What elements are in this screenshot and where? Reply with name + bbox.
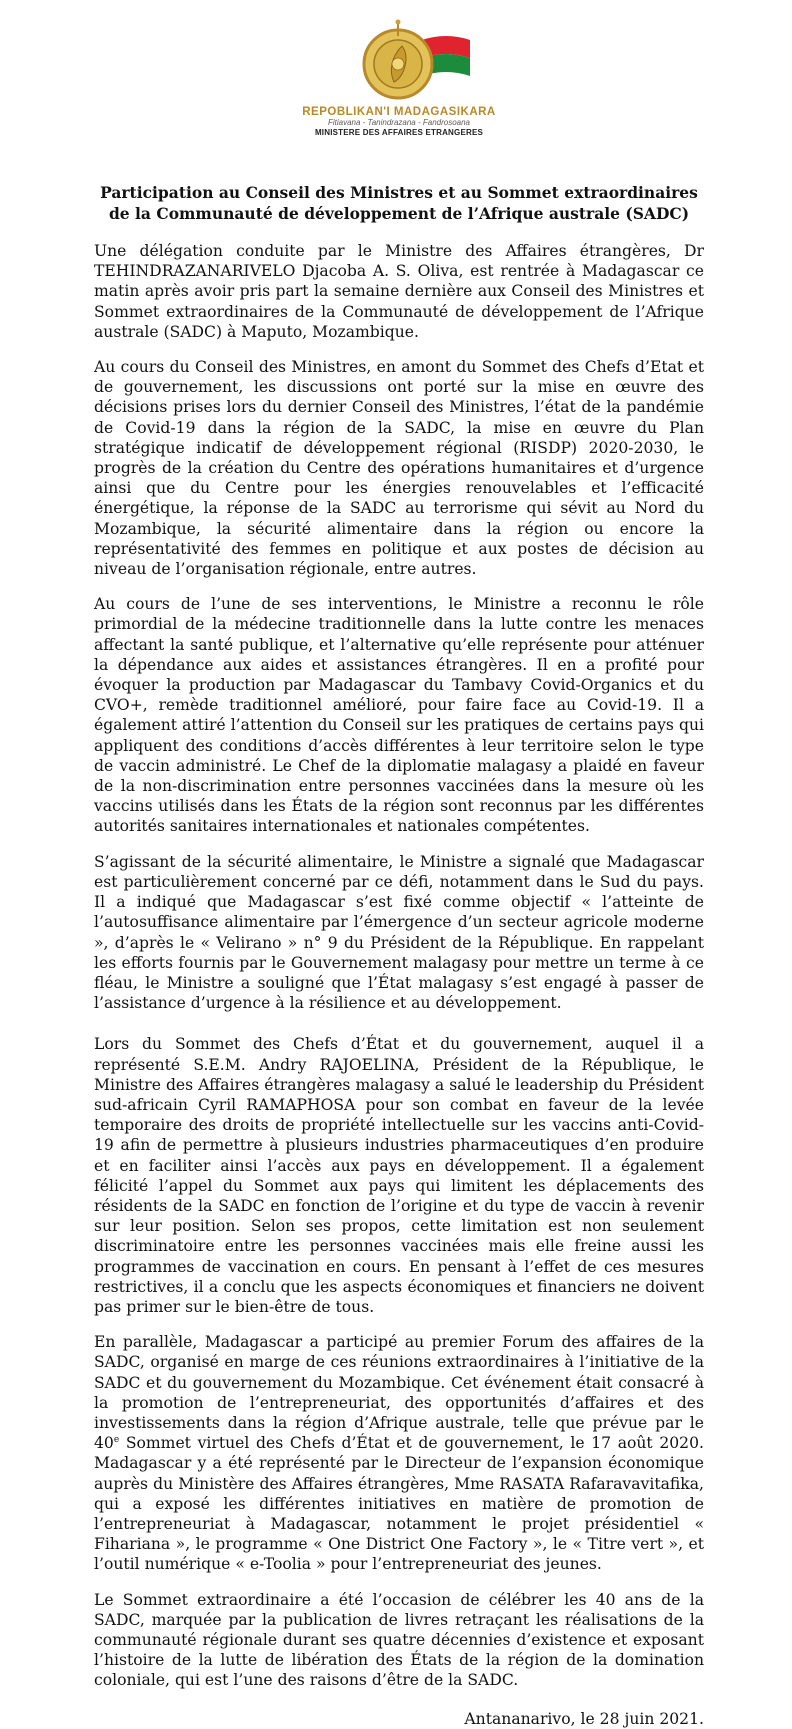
forum-text-start: En parallèle, Madagascar a participé au premier Forum des affaires de la SADC, organisé en marge de ces réunions extraordinaires à l’initiative de la SADC et du gouvernement du Mozambique. Cet événement était consacré à la promotion de l’entrepreneuriat, des opportunités d’affaires et des investissements dans la région d’Afrique australe, telle que prévue par le 40 [94,1333,704,1453]
national-motto: Fitiavana - Tanindrazana - Fandrosoana [327,118,470,127]
ordinal-superscript: e [113,1434,120,1445]
paragraph-food-security: S’agissant de la sécurité alimentaire, le Ministre a signalé que Madagascar est particulièrement concerné par ce défi, notamment dans le Sud du pays. Il a indiqué que Madagascar s’est fixé comme objectif « l’atteinte de l’autosuffisance alimentaire par l’émergence d’un secteur agricole moderne », d’après le « Velirano » n° 9 du Président de la République. En rappelant les efforts fournis par le Gouvernement malagasy pour mettre un terme à ce fléau, le Ministre a souligné que l’État malagasy s’est engagé à passer de l’assistance d’urgence à la résilience et au développement. [94,852,704,1013]
paragraph-delegation: Une délégation conduite par le Ministre des Affaires étrangères, Dr TEHINDRAZANARIVELO Djacoba A. S. Oliva, est rentrée à Madagascar ce matin après avoir pris part la semaine dernière aux Conseil des Ministres et Sommet extraordinaires de la Communauté de développement de l’Afrique australe (SADC) à Maputo, Mozambique. [94,242,704,341]
letterhead-text [94,106,704,137]
paragraph-council: Au cours du Conseil des Ministres, en amont du Sommet des Chefs d’Etat et de gouvernement, les discussions ont porté sur la mise en œuvre des décisions prises lors du dernier Conseil des Ministres, l’état de la pandémie de Covid-19 dans la région de la SADC, la mise en œuvre du Plan stratégique indicatif de développement régional (RISDP) 2020-2030, le progrès de la création du Centre des opérations humanitaires et d’urgence ainsi que du Centre pour les énergies renouvelables et l’efficacité énergétique, la réponse de la SADC au terrorisme qui sévit au Nord du Mozambique, la sécurité alimentaire dans la région ou encore la représentativité des femmes en politique et aux postes de décision au niveau de l’organisation régionale, entre autres. [94,358,704,579]
paragraph-traditional-medicine: Au cours de l’une de ses interventions, le Ministre a reconnu le rôle primordial de la médecine traditionnelle dans la lutte contre les menaces affectant la santé publique, et l’alternative qu’elle représente pour atténuer la dépendance aux aides et assistances étrangères. Il en a profité pour évoquer la production par Madagascar du Tambavy Covid-Organics et du CVO+, remède traditionnel amélioré, pour faire face au Covid-19. Il a également attiré l’attention du Conseil sur les pratiques de certains pays qui appliquent des conditions d’accès différentes à leur territoire selon le type de vaccin administré. Le Chef de la diplomatie malagasy a plaidé en faveur de la non-discrimination entre personnes vaccinées dans la mesure où les vaccins utilisés dans les États de la région sont reconnus par les différentes autorités sanitaires internationales et nationales compétentes. [94,595,704,836]
paragraph-anniversary: Le Sommet extraordinaire a été l’occasion de célébrer les 40 ans de la SADC, marquée par la publication de livres retraçant les réalisations de la communauté régionale durant ses quatre décennies d’existence et exposant l’histoire de la lutte de libération des États de la région de la domination coloniale, qui est l’une des raisons d’être de la SADC. [94,1590,704,1690]
title-line-2: de la Communauté de développement de l’Afrique australe (SADC) [108,204,690,223]
paragraph-business-forum [94,1332,704,1574]
seal-center [392,58,404,70]
title-line-1: Participation au Conseil des Ministres et au Sommet extraordinaires [100,183,698,202]
madagascar-emblem-icon [342,18,482,110]
ministry-name: MINISTERE DES AFFAIRES ETRANGERES [314,128,484,137]
document-title [94,182,704,224]
seal-pole-top [396,20,401,25]
letterhead [94,18,704,138]
paragraph-summit: Lors du Sommet des Chefs d’État et du gouvernement, auquel il a représenté S.E.M. Andry RAJOELINA, Président de la République, le Ministre des Affaires étrangères malagasy a salué le leadership du Président sud-africain Cyril RAMAPHOSA pour son combat en faveur de la levée temporaire des droits de propriété intellectuelle sur les vaccins anti-Covid-19 afin de permettre à plusieurs industries pharmaceutiques d’en produire et en faciliter ainsi l’accès aux pays en développement. Il a également félicité l’appel du Sommet aux pays qui limitent les déplacements des résidents de la SADC en fonction de l’origine et du type de vaccin à revenir sur leur position. Selon ses propos, cette limitation est non seulement discriminatoire entre les personnes vaccinées mais elle freine aussi les programmes de vaccination en cours. En pensant à l’effet de ces mesures restrictives, il a conclu que les aspects économiques et financiers ne doivent pas primer sur le bien-être de tous. [94,1035,704,1316]
forum-text-end: Sommet virtuel des Chefs d’État et de gouvernement, le 17 août 2020. Madagascar y a été représenté par le Directeur de l’expansion économique auprès du Ministère des Affaires étrangères, Mme RASATA Rafaravavitafika, qui a exposé les différentes initiatives en matière de promotion de l’entrepreneuriat à Madagascar, notamment le projet présidentiel « Fihariana », le programme « One District One Factory », le « Titre vert », et l’outil numérique « e-Toolia » pour l’entrepreneuriat des jeunes. [94,1434,704,1574]
place-and-date: Antananarivo, le 28 juin 2021. [464,1709,704,1728]
republic-name: REPOBLIKAN'I MADAGASIKARA [302,106,496,118]
